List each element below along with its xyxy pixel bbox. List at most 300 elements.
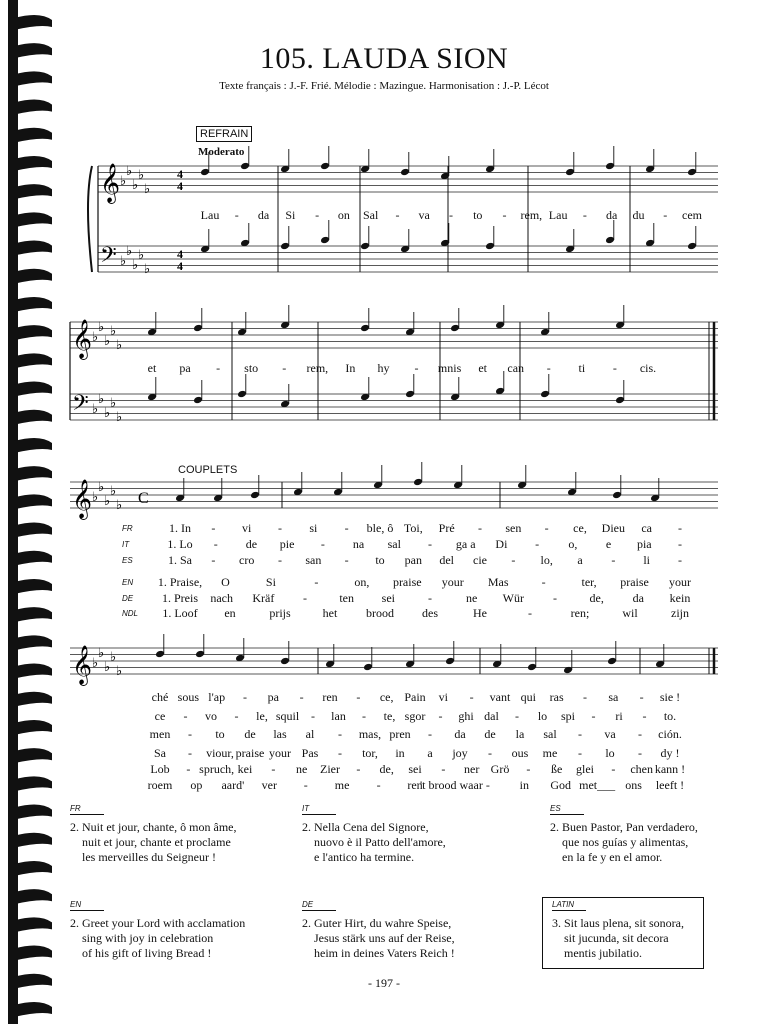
- page-title: 105. LAUDA SION: [259, 42, 509, 75]
- stanza-line: of his gift of living Bread !: [82, 946, 212, 960]
- lyric-syllable: ne: [295, 762, 308, 776]
- lyric-syllable: ten: [339, 591, 354, 605]
- lyric-syllable: glei: [576, 762, 594, 776]
- lyric-syllable: -: [578, 746, 582, 760]
- lyric-syllable: sa: [608, 690, 619, 704]
- lyric-syllable: de,: [379, 762, 394, 776]
- lyric-syllable: cro: [238, 553, 255, 567]
- lyric-syllable: -: [591, 709, 596, 723]
- stanza-line: 2. Greet your Lord with acclamation: [70, 916, 246, 930]
- key-flat: ♭: [98, 480, 105, 495]
- lyric-syllable: ren;: [570, 606, 590, 620]
- lyric-syllable: -: [356, 690, 361, 704]
- stanza-text: [70, 820, 236, 865]
- lyric-syllable: sen: [505, 521, 522, 535]
- lyric-syllable: ner: [463, 762, 480, 776]
- key-flat: ♭: [110, 650, 117, 665]
- lyric-syllable: God: [550, 778, 572, 792]
- lyric-syllable: cis.: [639, 361, 657, 375]
- lyric-syllable: lo: [605, 746, 615, 760]
- lyric-syllable: sei: [381, 591, 395, 605]
- lyric-syllable: sie !: [659, 690, 681, 704]
- time-signature: C: [138, 490, 149, 507]
- lyric-syllable: -: [578, 727, 582, 741]
- lyric-syllable: 't brood waar: [420, 778, 483, 792]
- lyric-syllable: -: [638, 746, 642, 760]
- key-flat: ♭: [126, 244, 133, 259]
- lyric-syllable: 1. Preis: [162, 591, 198, 605]
- lyric-syllable: -: [303, 591, 307, 605]
- lyric-syllable: mnis: [437, 361, 462, 375]
- lyric-syllable: to.: [663, 709, 677, 723]
- lyric-syllable: 1. Lo: [167, 537, 193, 551]
- lyric-syllable: -: [303, 778, 308, 792]
- lyric-syllable: men: [149, 727, 171, 741]
- key-flat: ♭: [144, 182, 151, 197]
- lyric-syllable: de: [484, 727, 496, 741]
- lyric-syllable: vo: [205, 709, 217, 723]
- lyric-syllable: praise: [235, 746, 265, 760]
- lyric-syllable: -: [485, 778, 490, 792]
- lyric-syllable: 1. Sa: [168, 553, 192, 567]
- stanza-text: [302, 916, 455, 961]
- key-flat: ♭: [132, 258, 139, 273]
- lyric-syllable: 1. Praise,: [157, 575, 203, 589]
- lyric-syllable: Pré: [438, 521, 455, 535]
- stanza-text: [302, 820, 446, 865]
- lyric-syllable: -: [553, 591, 557, 605]
- lyric-syllable: -: [344, 521, 349, 535]
- lyric-syllable: ße: [550, 762, 563, 776]
- lyric-syllable: pan: [404, 553, 422, 567]
- lyric-syllable: -: [278, 521, 282, 535]
- refrain-label: REFRAIN: [196, 126, 252, 142]
- lyric-syllable: Toi,: [403, 521, 423, 535]
- stanza-line: 2. Nuit et jour, chante, ô mon âme,: [70, 820, 237, 834]
- lyric-syllable: vant: [489, 690, 511, 704]
- lyric-syllable: a: [577, 553, 583, 567]
- time-signature: 4: [177, 179, 183, 193]
- lyric-syllable: da: [454, 727, 466, 741]
- lyric-syllable: joy: [452, 746, 468, 760]
- lyric-syllable: -: [469, 690, 474, 704]
- lyric-syllable: des: [422, 606, 438, 620]
- lyric-syllable: sto: [244, 361, 259, 375]
- lyric-syllable: -: [234, 709, 239, 723]
- lyric-syllable: Mas: [487, 575, 509, 589]
- lyric-syllable: viour,: [206, 746, 234, 760]
- key-flat: ♭: [104, 494, 111, 509]
- lyric-syllable: -: [186, 762, 191, 776]
- lyric-syllable: Lau: [548, 208, 568, 222]
- lyric-syllable: pa: [267, 690, 279, 704]
- stanza-line: nuovo è il Patto dell'amore,: [314, 835, 446, 849]
- clef: 𝄞: [72, 319, 93, 359]
- lyric-syllable: nach: [210, 591, 233, 605]
- lyric-syllable: cie: [473, 553, 487, 567]
- lyric-syllable: ble, ô: [366, 521, 394, 535]
- lyric-syllable: to: [473, 208, 483, 222]
- lyric-syllable: met___: [579, 778, 616, 792]
- lyric-syllable: a: [427, 746, 433, 760]
- key-flat: ♭: [92, 656, 99, 671]
- lyric-syllable: -: [546, 361, 551, 375]
- lyric-syllable: ché: [151, 690, 169, 704]
- lyric-syllable: -: [535, 537, 540, 551]
- lyric-syllable: -: [582, 208, 587, 222]
- key-flat: ♭: [120, 254, 127, 269]
- lyric-syllable: -: [376, 778, 381, 792]
- lyric-syllable: Grö: [490, 762, 510, 776]
- lyric-syllable: 1. In: [169, 521, 191, 535]
- lyric-syllable: -: [526, 762, 531, 776]
- lyric-syllable: on,: [354, 575, 370, 589]
- lyric-syllable: -: [528, 606, 532, 620]
- lyric-syllable: rem,: [306, 361, 329, 375]
- stanza-line: que nos guías y alimentas,: [562, 835, 689, 849]
- lyric-syllable: -: [211, 521, 216, 535]
- lyric-syllable: O: [221, 575, 230, 589]
- lyric-syllable: cem: [682, 208, 702, 222]
- key-flat: ♭: [92, 490, 99, 505]
- lyric-syllable: Pas: [301, 746, 319, 760]
- language-tag: FR: [122, 524, 133, 533]
- key-flat: ♭: [132, 178, 139, 193]
- lyric-syllable: -: [188, 746, 192, 760]
- lyric-syllable: -: [611, 762, 616, 776]
- lyric-syllable: ca: [641, 521, 652, 535]
- time-signature: 4: [177, 247, 183, 261]
- lyric-syllable: da: [257, 208, 270, 222]
- lyric-syllable: de: [244, 727, 256, 741]
- lyric-syllable: 1. Loof: [162, 606, 198, 620]
- stanza-line: 2. Guter Hirt, du wahre Speise,: [302, 916, 452, 930]
- lyric-syllable: -: [344, 553, 349, 567]
- lyric-syllable: brood: [366, 606, 394, 620]
- lyric-syllable: lo,: [540, 553, 553, 567]
- stanza-line: les merveilles du Seigneur !: [82, 850, 216, 864]
- lyric-syllable: san: [305, 553, 322, 567]
- key-flat: ♭: [104, 660, 111, 675]
- stanza-line: heim in deines Vaters Reich !: [314, 946, 455, 960]
- system-brace: [88, 166, 92, 272]
- lyric-syllable: sei: [408, 762, 422, 776]
- key-flat: ♭: [110, 324, 117, 339]
- lyric-syllable: vi: [241, 521, 252, 535]
- lyric-syllable: vi: [438, 690, 448, 704]
- lyric-syllable: sous: [177, 690, 199, 704]
- stanza-line: nuit et jour, chante et proclame: [82, 835, 231, 849]
- lyric-syllable: -: [638, 727, 642, 741]
- lyric-syllable: va: [418, 208, 430, 222]
- clef: 𝄢: [72, 391, 89, 421]
- lyric-syllable: en: [224, 606, 236, 620]
- lyric-syllable: le,: [256, 709, 268, 723]
- lyric-syllable: -: [663, 208, 668, 222]
- lyric-syllable: Di: [495, 537, 508, 551]
- language-tag: DE: [122, 594, 134, 603]
- lyric-syllable: ne: [465, 591, 478, 605]
- stanza-language-tag: DE: [302, 900, 336, 911]
- time-signature: 4: [177, 259, 183, 273]
- lyric-syllable: ous: [511, 746, 529, 760]
- stanza-text: [70, 916, 245, 961]
- lyric-syllable: -: [678, 521, 682, 535]
- lyric-syllable: can: [507, 361, 525, 375]
- lyric-syllable: -: [428, 591, 432, 605]
- stanza-line: 2. Buen Pastor, Pan verdadero,: [550, 820, 698, 834]
- stanza-line: 2. Nella Cena del Signore,: [302, 820, 429, 834]
- lyric-syllable: squil: [275, 709, 300, 723]
- lyric-syllable: praise: [620, 575, 649, 589]
- stanza-language-tag: IT: [302, 804, 336, 815]
- lyric-syllable: -: [541, 575, 546, 589]
- language-tag: IT: [122, 540, 130, 549]
- key-flat: ♭: [138, 168, 145, 183]
- lyric-syllable: da: [632, 591, 644, 605]
- lyric-syllable: prijs: [269, 606, 291, 620]
- lyric-syllable: ras: [549, 690, 564, 704]
- lyric-syllable: -: [478, 521, 482, 535]
- lyric-syllable: in: [395, 746, 405, 760]
- time-signature: 4: [177, 167, 183, 181]
- lyric-syllable: la: [515, 727, 525, 741]
- lyric-syllable: on: [337, 208, 350, 222]
- lyric-syllable: na: [352, 537, 365, 551]
- tempo-marking: Moderato: [198, 146, 245, 158]
- lyric-syllable: lan: [331, 709, 346, 723]
- lyric-syllable: Si: [265, 575, 276, 589]
- key-flat: ♭: [110, 396, 117, 411]
- lyric-syllable: -: [428, 727, 432, 741]
- stanza-line: e l'antico ha termine.: [314, 850, 415, 864]
- key-flat: ♭: [92, 402, 99, 417]
- stanza-line: en la fe y en el amor.: [562, 850, 663, 864]
- lyric-syllable: -: [488, 746, 492, 760]
- lyric-syllable: your: [669, 575, 691, 589]
- key-flat: ♭: [98, 320, 105, 335]
- lyric-syllable: del: [439, 553, 454, 567]
- lyric-syllable: -: [639, 690, 644, 704]
- lyric-syllable: -: [502, 208, 507, 222]
- lyric-syllable: -: [362, 709, 366, 723]
- lyric-syllable: Sal: [362, 208, 379, 222]
- lyric-syllable: kann !: [654, 762, 686, 776]
- lyric-syllable: -: [183, 709, 188, 723]
- stanza-language-tag: LATIN: [552, 900, 586, 911]
- lyric-syllable: roem: [147, 778, 173, 792]
- stanza-line: sit jucunda, sit decora: [564, 931, 669, 945]
- lyric-syllable: ce,: [573, 521, 587, 535]
- lyric-syllable: rem,: [520, 208, 543, 222]
- lyric-syllable: Zier: [320, 762, 340, 776]
- lyric-syllable: -: [299, 690, 304, 704]
- lyric-syllable: sal: [387, 537, 401, 551]
- lyric-syllable: -: [612, 361, 617, 375]
- lyric-syllable: qui: [520, 690, 536, 704]
- lyric-syllable: -: [414, 361, 419, 375]
- lyric-syllable: lo: [537, 709, 548, 723]
- lyric-syllable: op: [190, 778, 203, 792]
- stanza-line: mentis jubilatio.: [564, 946, 642, 960]
- lyric-syllable: pie: [279, 537, 295, 551]
- lyric-syllable: me: [542, 746, 558, 760]
- key-flat: ♭: [126, 164, 133, 179]
- stanza-line: sing with joy in celebration: [82, 931, 214, 945]
- lyric-syllable: Lob: [150, 762, 170, 776]
- lyric-syllable: -: [314, 575, 319, 589]
- lyric-syllable: kei: [237, 762, 253, 776]
- lyric-syllable: -: [211, 553, 216, 567]
- lyric-syllable: Pain: [404, 690, 426, 704]
- lyric-syllable: in: [519, 778, 529, 792]
- lyric-syllable: ver: [261, 778, 277, 792]
- clef: 𝄞: [100, 163, 121, 203]
- lyric-syllable: chen: [630, 762, 653, 776]
- key-flat: ♭: [98, 392, 105, 407]
- key-flat: ♭: [144, 262, 151, 277]
- key-flat: ♭: [116, 410, 123, 425]
- lyric-syllable: ce,: [379, 690, 394, 704]
- lyric-syllable: -: [338, 746, 342, 760]
- lyric-syllable: -: [234, 208, 239, 222]
- lyric-syllable: aard': [221, 778, 245, 792]
- lyric-syllable: Si: [285, 208, 296, 222]
- credits-line: Texte français : J.-F. Frié. Mélodie : Mazingue. Harmonisation : J.-P. Lécot: [219, 80, 549, 92]
- lyric-syllable: al: [305, 727, 315, 741]
- lyric-syllable: leeft !: [655, 778, 685, 792]
- lyric-syllable: He: [473, 606, 487, 620]
- lyric-syllable: -: [356, 762, 361, 776]
- lyric-syllable: your: [269, 746, 291, 760]
- latin-box: [542, 897, 704, 969]
- lyric-syllable: to: [375, 553, 385, 567]
- lyric-syllable: si: [309, 521, 318, 535]
- lyric-syllable: -: [678, 553, 682, 567]
- lyric-syllable: Lau: [200, 208, 220, 222]
- key-flat: ♭: [104, 406, 111, 421]
- lyric-syllable: pia: [636, 537, 652, 551]
- lyric-syllable: va: [604, 727, 616, 741]
- lyric-syllable: -: [271, 762, 276, 776]
- language-tag: EN: [122, 578, 134, 587]
- lyric-syllable: -: [511, 553, 516, 567]
- key-flat: ♭: [116, 338, 123, 353]
- lyric-syllable: Sa: [154, 746, 166, 760]
- lyric-syllable: -: [320, 537, 325, 551]
- lyric-syllable: -: [243, 690, 247, 704]
- lyric-syllable: li: [643, 553, 650, 567]
- lyric-syllable: het: [322, 606, 338, 620]
- lyric-syllable: to: [215, 727, 225, 741]
- lyric-syllable: ghi: [458, 709, 474, 723]
- stanza-language-tag: EN: [70, 900, 104, 911]
- lyric-syllable: da: [605, 208, 618, 222]
- lyric-syllable: -: [441, 762, 446, 776]
- key-flat: ♭: [98, 646, 105, 661]
- stanza-line: 3. Sit laus plena, sit sonora,: [552, 916, 684, 930]
- key-flat: ♭: [92, 330, 99, 345]
- lyric-syllable: dal: [484, 709, 499, 723]
- lyric-syllable: me: [334, 778, 350, 792]
- lyric-syllable: et: [478, 361, 487, 375]
- lyric-syllable: ga a: [455, 537, 476, 551]
- lyric-syllable: de,: [589, 591, 604, 605]
- lyric-syllable: -: [311, 709, 315, 723]
- lyric-syllable: ons: [625, 778, 642, 792]
- lyric-syllable: -: [611, 553, 616, 567]
- lyric-syllable: -: [282, 361, 287, 375]
- stanza-line: Jesus stärk uns auf der Reise,: [314, 931, 455, 945]
- key-flat: ♭: [110, 484, 117, 499]
- lyric-syllable: las: [273, 727, 287, 741]
- lyric-syllable: et: [147, 361, 157, 375]
- key-flat: ♭: [138, 248, 145, 263]
- lyric-syllable: hy: [377, 361, 390, 375]
- lyric-syllable: l'ap: [208, 690, 226, 704]
- lyric-syllable: de: [245, 537, 258, 551]
- lyric-syllable: Kräf: [252, 591, 275, 605]
- lyric-syllable: sal: [543, 727, 557, 741]
- lyric-syllable: kein: [669, 591, 691, 605]
- lyric-syllable: -: [678, 537, 682, 551]
- lyric-syllable: -: [395, 208, 400, 222]
- lyric-syllable: spruch,: [199, 762, 235, 776]
- lyric-syllable: ce: [154, 709, 166, 723]
- key-flat: ♭: [104, 334, 111, 349]
- lyric-syllable: -: [515, 709, 519, 723]
- lyric-syllable: ren: [407, 778, 423, 792]
- lyric-syllable: -: [544, 521, 549, 535]
- lyric-syllable: mas,: [358, 727, 382, 741]
- lyric-syllable: -: [583, 690, 587, 704]
- lyric-syllable: -: [315, 208, 320, 222]
- lyric-syllable: ri: [615, 709, 623, 723]
- lyric-syllable: -: [449, 208, 453, 222]
- lyric-syllable: wil: [622, 606, 638, 620]
- lyric-syllable: -: [338, 727, 342, 741]
- stanza-text: [550, 820, 698, 865]
- lyric-syllable: te,: [383, 709, 396, 723]
- lyric-syllable: dy !: [660, 746, 680, 760]
- lyric-syllable: ter,: [581, 575, 597, 589]
- lyric-syllable: tor,: [362, 746, 378, 760]
- lyric-syllable: your: [441, 575, 464, 589]
- clef: 𝄞: [72, 479, 93, 519]
- lyric-syllable: -: [188, 727, 192, 741]
- lyric-syllable: Dieu: [601, 521, 625, 535]
- lyric-syllable: -: [213, 537, 218, 551]
- lyric-syllable: -: [642, 709, 647, 723]
- lyric-syllable: -: [216, 361, 221, 375]
- lyric-syllable: Wür: [502, 591, 524, 605]
- lyric-syllable: -: [278, 553, 282, 567]
- lyric-syllable: praise: [392, 575, 422, 589]
- stanza-language-tag: FR: [70, 804, 104, 815]
- language-tag: ES: [122, 556, 133, 565]
- lyric-syllable: ti: [578, 361, 586, 375]
- lyric-syllable: o,: [568, 537, 578, 551]
- stanza-language-tag: ES: [550, 804, 584, 815]
- lyric-syllable: du: [632, 208, 645, 222]
- lyric-syllable: pren: [389, 727, 411, 741]
- lyric-syllable: zijn: [671, 606, 689, 620]
- key-flat: ♭: [116, 664, 123, 679]
- lyric-syllable: spi: [560, 709, 576, 723]
- clef: 𝄢: [100, 243, 117, 273]
- lyric-syllable: -: [438, 709, 443, 723]
- page-number: - 197 -: [368, 976, 400, 990]
